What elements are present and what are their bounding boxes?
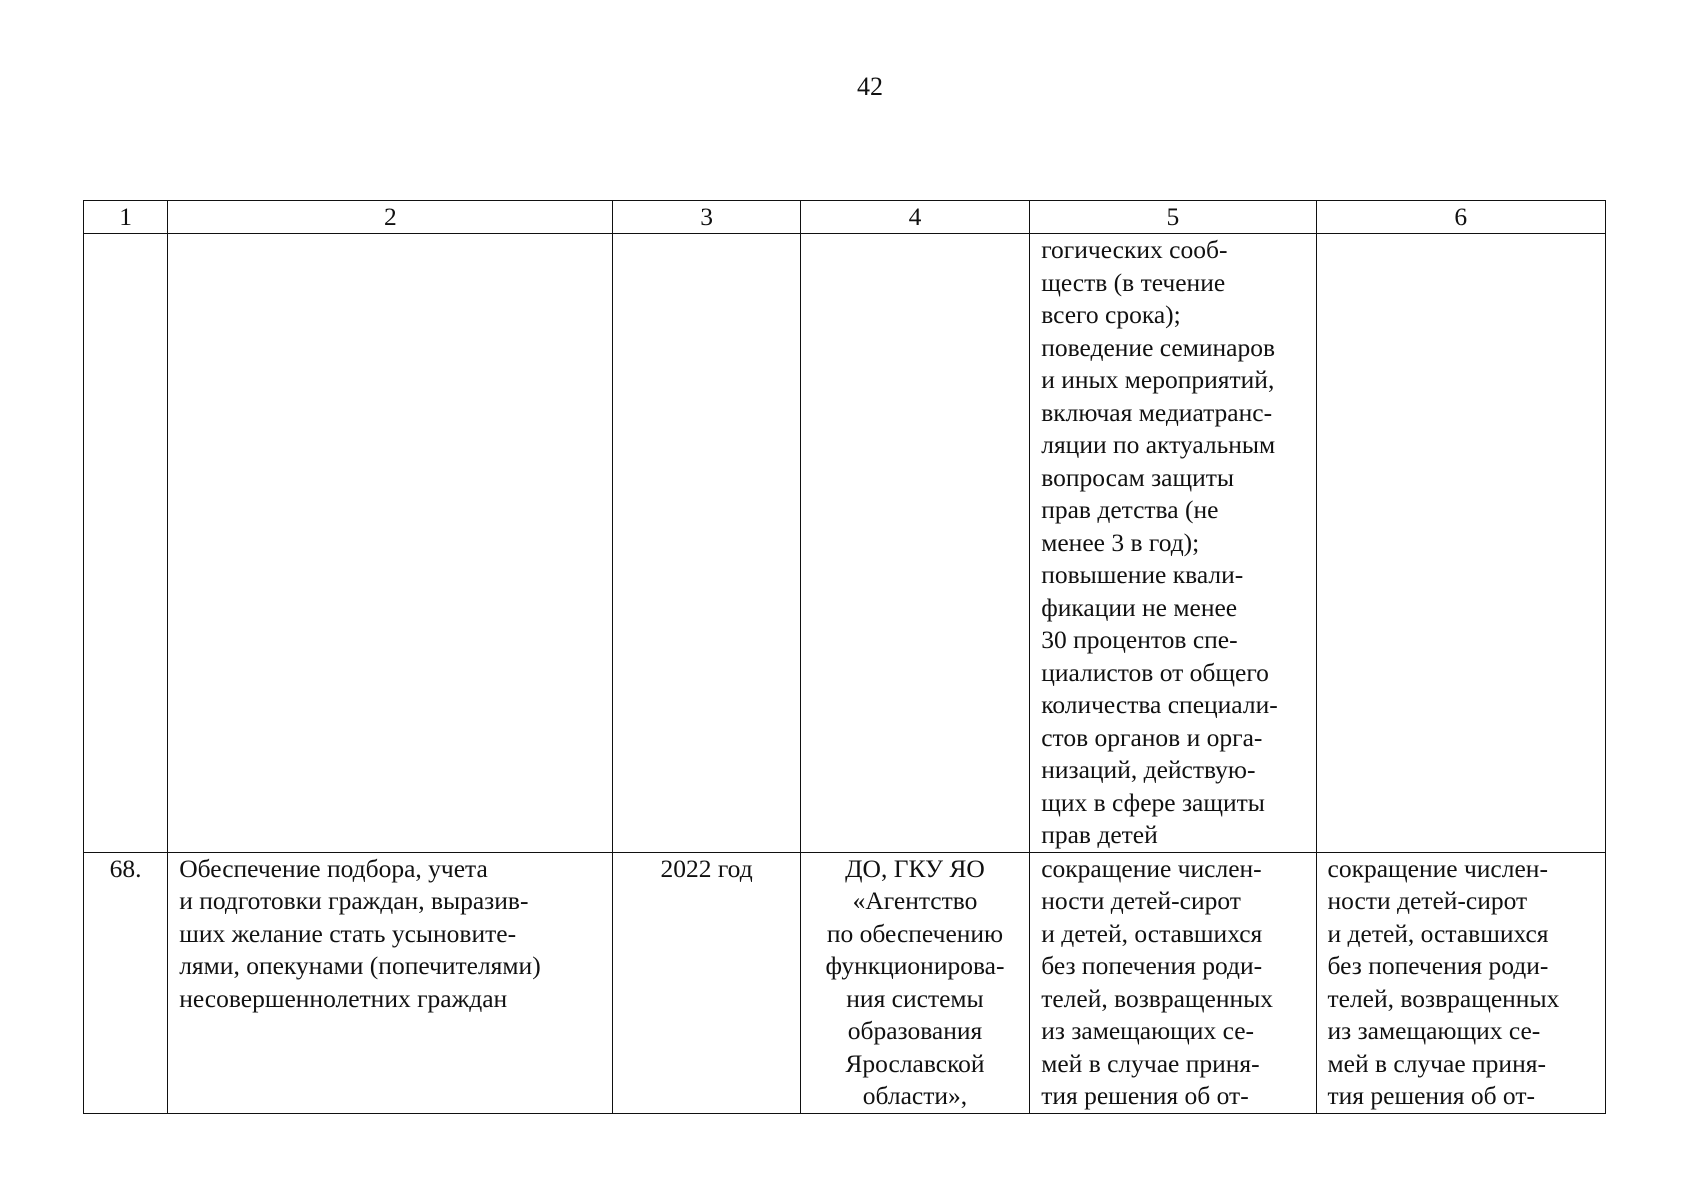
column-header-1: 1	[84, 201, 168, 234]
cell-executor	[800, 234, 1029, 853]
result-text: гогических сооб- ществ (в течение всего срока); поведение семинаров и иных мероприятий, включая медиатранс- ляции по актуальным вопросам защиты прав детства (не менее 3 в год); повышение квали- фикации не менее 30 процентов спе- циалистов от общего количества специали- стов органов и орга- низаций, действую- щих в сфере защиты прав детей	[1041, 235, 1278, 849]
cell-activity: Обеспечение подбора, учета и подготовки граждан, выразив- ших желание стать усыновите- лями, опекунами (попечителями) несовершеннолетних граждан	[168, 852, 613, 1113]
column-header-5: 5	[1030, 201, 1316, 234]
page-number: 42	[857, 72, 883, 101]
column-header-3: 3	[613, 201, 800, 234]
cell-number	[84, 234, 168, 853]
cell-number: 68.	[84, 852, 168, 1113]
column-header-2: 2	[168, 201, 613, 234]
cell-result	[1030, 234, 1316, 853]
cell-executor: ДО, ГКУ ЯО «Агентство по обеспечению функционирова- ния системы образования Ярославской области»,	[800, 852, 1029, 1113]
column-header-6: 6	[1316, 201, 1606, 234]
table-header-row	[84, 201, 1606, 234]
cell-result: сокращение числен- ности детей-сирот и детей, оставшихся без попечения роди- телей, возвращенных из замещающих се- мей в случае приня- тия решения об от-	[1030, 852, 1316, 1113]
table-row-continuation	[84, 234, 1606, 853]
cell-indicator: сокращение числен- ности детей-сирот и детей, оставшихся без попечения роди- телей, возвращенных из замещающих се- мей в случае приня- тия решения об от-	[1316, 852, 1606, 1113]
table-row-68	[84, 852, 1606, 1113]
column-header-4: 4	[800, 201, 1029, 234]
cell-activity	[168, 234, 613, 853]
plan-table	[83, 200, 1606, 1114]
cell-indicator	[1316, 234, 1606, 853]
cell-period	[613, 234, 800, 853]
cell-period: 2022 год	[613, 852, 800, 1113]
